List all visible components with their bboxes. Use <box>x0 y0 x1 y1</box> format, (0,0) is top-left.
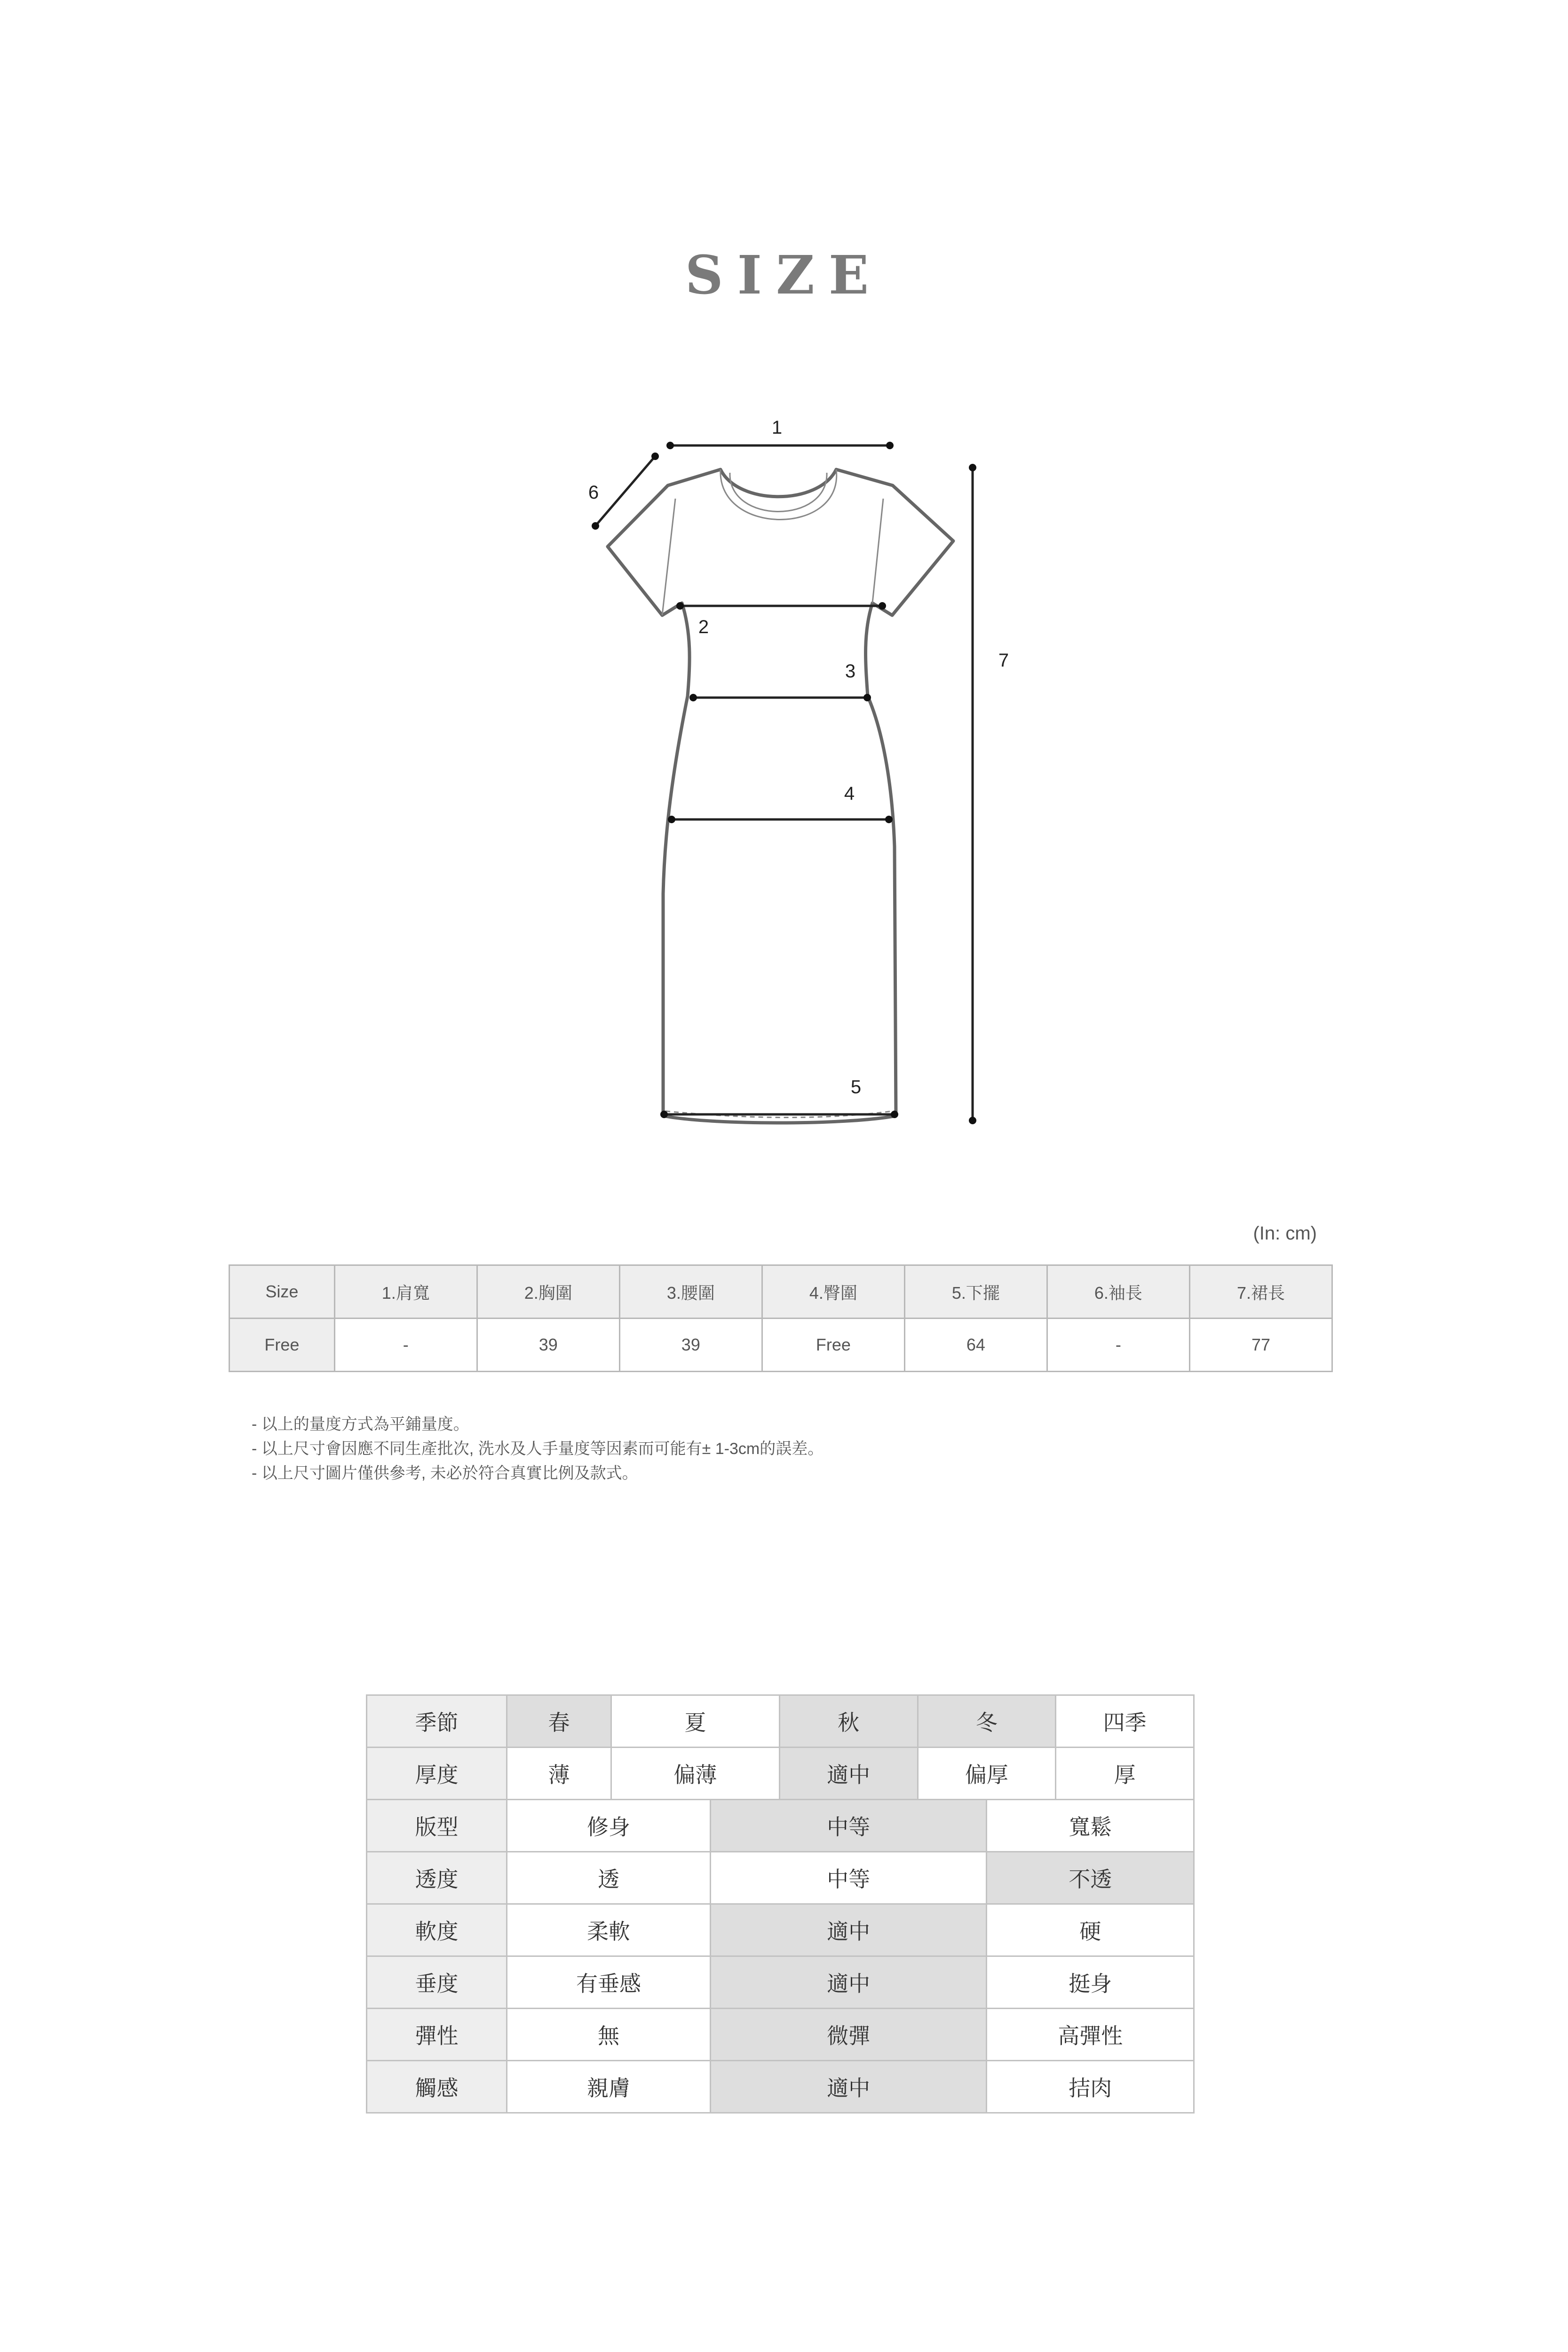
attr-label: 透度 <box>367 1852 507 1904</box>
unit-note: (In: cm) <box>1253 1223 1317 1244</box>
attr-option: 適中 <box>710 2061 986 2113</box>
attr-option: 無 <box>507 2009 711 2061</box>
size-cell: 39 <box>477 1319 619 1372</box>
attr-option: 拮肉 <box>987 2061 1194 2113</box>
size-header-cell: 1.肩寬 <box>334 1265 477 1319</box>
attr-option: 挺身 <box>987 1956 1194 2009</box>
attr-option: 適中 <box>710 1956 986 2009</box>
attr-row-transparency <box>367 1852 1194 1904</box>
attr-option: 柔軟 <box>507 1904 711 1956</box>
attr-option: 冬 <box>918 1695 1056 1748</box>
attr-label: 彈性 <box>367 2009 507 2061</box>
page-title: SIZE <box>685 245 883 306</box>
measure-points <box>592 442 976 1124</box>
diagram-label-5: 5 <box>850 1077 862 1097</box>
size-cell: - <box>334 1319 477 1372</box>
diagram-label-2: 2 <box>698 617 709 637</box>
size-header-cell: 2.胸圍 <box>477 1265 619 1319</box>
attr-row-texture <box>367 2061 1194 2113</box>
attr-option: 微彈 <box>710 2009 986 2061</box>
measurement-notes <box>252 1412 1286 1486</box>
attr-option: 有垂感 <box>507 1956 711 2009</box>
attr-row-fit <box>367 1800 1194 1852</box>
measure-lines <box>595 445 973 1120</box>
fabric-attribute-table <box>366 1694 1195 2114</box>
attr-row-softness <box>367 1904 1194 1956</box>
size-header-cell: 7.裙長 <box>1189 1265 1332 1319</box>
attr-option: 適中 <box>779 1748 918 1800</box>
size-cell: Free <box>762 1319 904 1372</box>
size-table-header <box>230 1265 1332 1319</box>
size-cell: 77 <box>1189 1319 1332 1372</box>
diagram-label-4: 4 <box>844 783 855 804</box>
attr-option: 修身 <box>507 1800 711 1852</box>
size-cell: - <box>1047 1319 1189 1372</box>
size-cell: Free <box>230 1319 335 1372</box>
attr-label: 版型 <box>367 1800 507 1852</box>
attr-option: 厚 <box>1056 1748 1194 1800</box>
size-header-cell: 5.下擺 <box>904 1265 1047 1319</box>
size-table <box>229 1264 1333 1372</box>
attr-option: 透 <box>507 1852 711 1904</box>
note-line: - 以上尺寸會因應不同生產批次, 洗水及人手量度等因素而可能有± 1-3cm的誤差。 <box>252 1440 824 1458</box>
attr-option: 四季 <box>1056 1695 1194 1748</box>
diagram-label-3: 3 <box>845 661 856 682</box>
attr-label: 厚度 <box>367 1748 507 1800</box>
dress-outline <box>608 469 953 1123</box>
attr-option: 硬 <box>987 1904 1194 1956</box>
size-cell: 64 <box>904 1319 1047 1372</box>
attr-row-drape <box>367 1956 1194 2009</box>
diagram-label-7: 7 <box>998 650 1009 671</box>
note-line: - 以上尺寸圖片僅供參考, 未必於符合真實比例及款式。 <box>252 1464 638 1482</box>
attr-label: 垂度 <box>367 1956 507 2009</box>
attr-option: 偏薄 <box>611 1748 779 1800</box>
diagram-label-6: 6 <box>588 482 599 503</box>
attr-option: 高彈性 <box>987 2009 1194 2061</box>
size-header-cell: 6.袖長 <box>1047 1265 1189 1319</box>
dress-detail-lines <box>662 469 893 1118</box>
attr-option: 寬鬆 <box>987 1800 1194 1852</box>
note-line: - 以上的量度方式為平鋪量度。 <box>252 1415 469 1433</box>
attr-option: 薄 <box>507 1748 611 1800</box>
diagram-label-1: 1 <box>771 417 783 438</box>
attr-option: 中等 <box>710 1852 986 1904</box>
attr-option: 夏 <box>611 1695 779 1748</box>
attr-option: 春 <box>507 1695 611 1748</box>
size-cell: 39 <box>619 1319 762 1372</box>
attr-option: 不透 <box>987 1852 1194 1904</box>
attr-option: 適中 <box>710 1904 986 1956</box>
attr-row-thickness <box>367 1748 1194 1800</box>
attr-label: 軟度 <box>367 1904 507 1956</box>
attr-label: 觸感 <box>367 2061 507 2113</box>
attr-row-season <box>367 1695 1194 1748</box>
attr-option: 中等 <box>710 1800 986 1852</box>
attr-option: 秋 <box>779 1695 918 1748</box>
attr-label: 季節 <box>367 1695 507 1748</box>
attr-row-elasticity <box>367 2009 1194 2061</box>
attr-option: 親膚 <box>507 2061 711 2113</box>
size-table-row <box>230 1319 1332 1372</box>
size-header-cell: Size <box>230 1265 335 1319</box>
size-header-cell: 3.腰圍 <box>619 1265 762 1319</box>
size-header-cell: 4.臀圍 <box>762 1265 904 1319</box>
attr-option: 偏厚 <box>918 1748 1056 1800</box>
